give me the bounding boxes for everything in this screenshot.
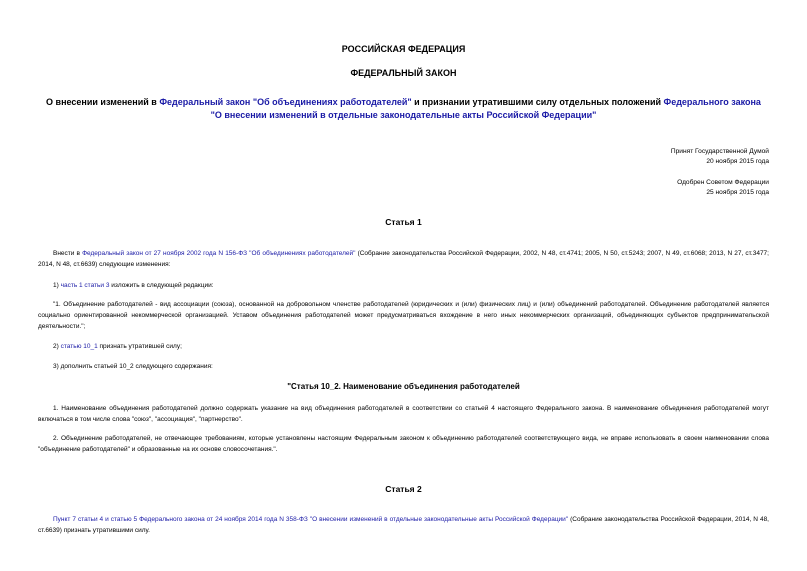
intro-text-post: (Собрание законодательства Российской Федерации, 2002, N 48, ст.4741; 2005, N 50, ст.5243; 2007, N 49, ст.6068; 2013, N 27, ст.3477; 2014, N 48, ст.6639) следующие изменения: <box>38 250 769 268</box>
article-10-2-heading: "Статья 10_2. Наименование объединения работодателей <box>287 382 520 391</box>
link-art10-1[interactable]: статью 10_1 <box>60 343 98 350</box>
link-law-358[interactable]: Пункт 7 статьи 4 и статью 5 Федерального закона от 24 ноября 2014 года N 358-ФЗ "О внесении изменений в отдельные законодательные акты Российской Федерации" <box>53 516 569 523</box>
title-text-1: О внесении изменений в <box>46 97 160 107</box>
item-1-number: 1) <box>53 282 61 289</box>
item-3: 3) дополнить статьей 10_2 следующего содержания: <box>53 363 213 370</box>
article-10-2-paragraph-1: 1. Наименование объединения работодателей должно содержать указание на вид объединения работодателей в соответствии со статьей 4 настоящего Федерального закона. В наименование объединения работодателей могут включаться в том числе слова "союз", "ассоциация", "партнерство". <box>38 405 769 423</box>
title-text-2: и признании утратившими силу отдельных положений <box>411 97 664 107</box>
duma-date: 20 ноября 2015 года <box>706 158 769 165</box>
country-header: РОССИЙСКАЯ ФЕДЕРАЦИЯ <box>341 44 466 54</box>
duma-label: Принят Государственной Думой <box>670 148 769 155</box>
adoption-duma <box>671 147 769 167</box>
article-10-2-paragraph-2: 2. Объединение работодателей, не отвечающее требованиям, которые установлены настоящим Федеральным законом к объединению работодателей соответствующего вида, не вправе использовать в своем наименовании слова "объединение работодателей" и образованные на их основе словосочетания.". <box>38 435 769 453</box>
link-part1-art3[interactable]: часть 1 статьи 3 <box>60 282 110 289</box>
article-1-intro <box>38 248 769 270</box>
intro-text-pre: Внести в <box>53 250 83 257</box>
council-date: 25 ноября 2015 года <box>706 189 769 196</box>
item-1 <box>53 280 214 291</box>
link-law-156[interactable]: Федеральный закон от 27 ноября 2002 года N 156-ФЗ "Об объединениях работодателей" <box>82 250 356 257</box>
title-link-employers-law[interactable]: Федеральный закон "Об объединениях работодателей" <box>159 97 412 107</box>
law-type-header: ФЕДЕРАЛЬНЫЙ ЗАКОН <box>350 68 457 78</box>
item-1-quote: "1. Объединение работодателей - вид ассоциации (союза), основанной на добровольном членстве работодателей (юридических и (или) физических лиц) и (или) объединений работодателей. Объединение работодателей является социально ориентированной некоммерческой организацией. Уставом объединения работодателей может предусматриваться вхождение в него иных некоммерческих организаций, объединяющих субъектов предпринимательской деятельности."; <box>38 301 769 330</box>
article-2-text-post: (Собрание законодательства Российской Федерации, 2014, N 48, ст.6639) признать утратившими силу. <box>38 516 769 534</box>
article-2-text <box>38 514 769 536</box>
article-2-heading: Статья 2 <box>385 484 422 494</box>
article-1-heading: Статья 1 <box>385 217 422 227</box>
title-link-amendments-law[interactable]: Федерального закона "О внесении изменений в отдельные законодательные акты Российской Федерации" <box>210 97 761 120</box>
item-2-number: 2) <box>53 343 61 350</box>
item-2-text: признать утратившей силу; <box>97 343 182 350</box>
council-label: Одобрен Советом Федерации <box>677 179 769 186</box>
adoption-council <box>677 178 769 198</box>
law-title <box>40 96 767 122</box>
item-1-text: изложить в следующей редакции: <box>109 282 214 289</box>
item-2 <box>53 341 182 352</box>
